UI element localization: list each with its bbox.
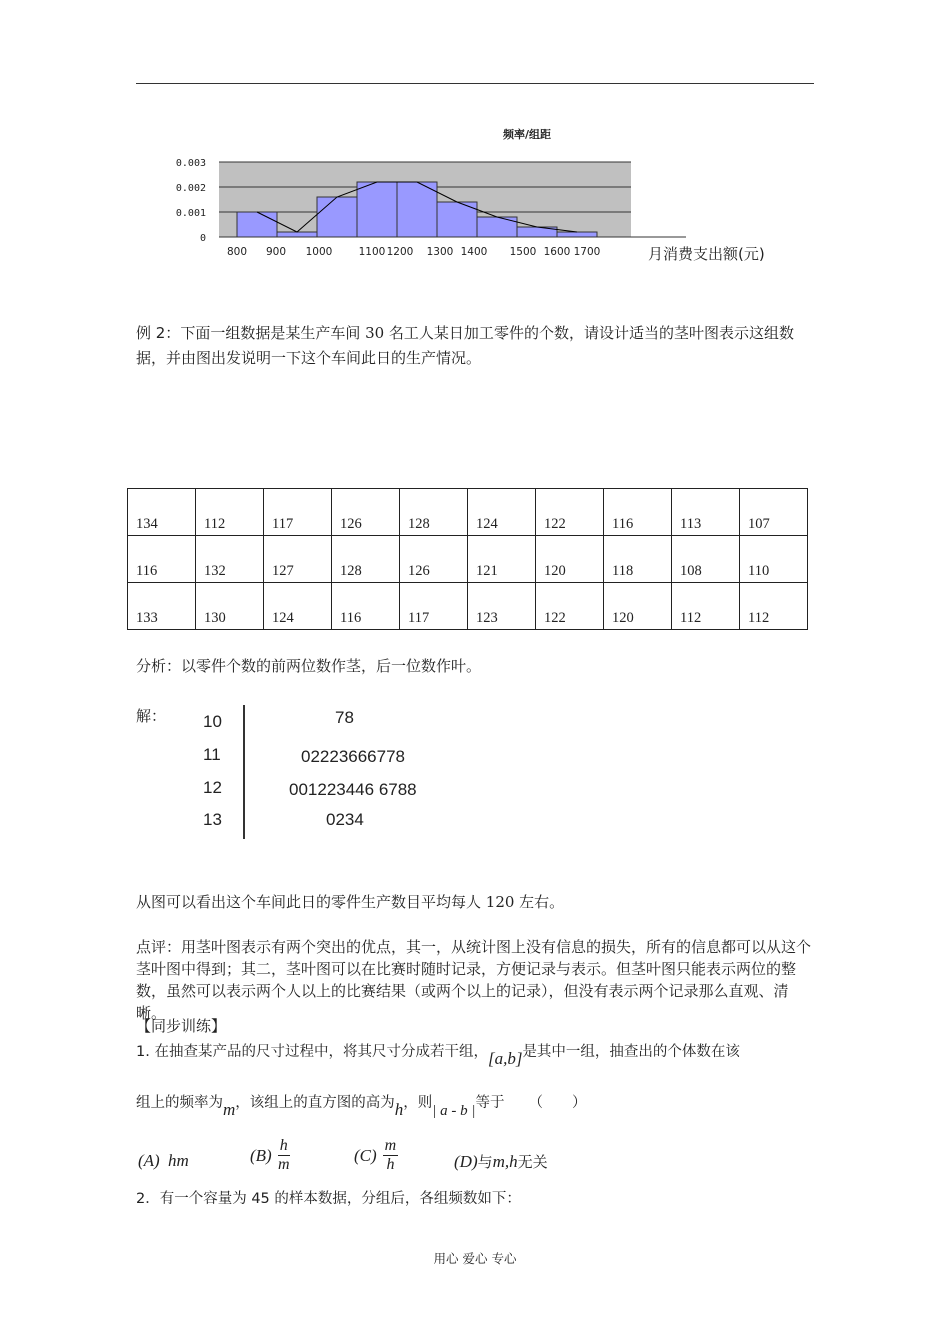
option-c-label: (C)	[354, 1145, 377, 1165]
page-footer: 用心 爱心 专心	[433, 1251, 517, 1266]
table-cell: 126	[332, 489, 400, 536]
table-cell: 123	[468, 583, 536, 630]
stem-11: 11	[203, 745, 221, 764]
q1-part1: 1. 在抽查某产品的尺寸过程中，将其尺寸分成若干组，	[136, 1044, 488, 1060]
table-row	[128, 536, 808, 583]
option-b-numerator: h	[279, 1137, 288, 1154]
leaves-10: 78	[335, 708, 354, 727]
data-table	[127, 488, 808, 630]
example2-label: 例 2：	[136, 324, 181, 342]
option-d-end: 无关	[517, 1153, 548, 1171]
option-b-label: (B)	[250, 1145, 272, 1165]
q2-text: 2．有一个容量为 45 的样本数据，分组后，各组频数如下：	[136, 1191, 521, 1207]
x-axis-label: 月消费支出额(元)	[648, 245, 765, 263]
table-cell: 130	[196, 583, 264, 630]
q1-line1	[136, 1038, 826, 1068]
x-tick-label: 900	[265, 246, 287, 258]
table-cell: 128	[400, 489, 468, 536]
option-a-expr: hm	[167, 1151, 189, 1170]
leaves-11: 02223666778	[301, 747, 406, 766]
y-tick-label: 0.003	[175, 158, 206, 169]
table-cell: 117	[400, 583, 468, 630]
stem-10: 10	[203, 712, 222, 731]
q1-part3: 组上的频率为	[136, 1095, 223, 1111]
q1-part5: ，则	[403, 1095, 433, 1111]
table-cell: 110	[740, 536, 808, 583]
q1-h: h	[394, 1100, 404, 1119]
option-a-label: (A)	[138, 1151, 160, 1170]
option-c-denominator: h	[386, 1156, 395, 1173]
q1-option-b[interactable]	[250, 1137, 290, 1174]
table-cell: 124	[468, 489, 536, 536]
table-row	[128, 583, 808, 630]
q1-option-a[interactable]	[138, 1151, 189, 1171]
table-cell: 108	[672, 536, 740, 583]
table-cell: 112	[740, 583, 808, 630]
table-cell: 120	[536, 536, 604, 583]
table-cell: 107	[740, 489, 808, 536]
y-tick-label: 0.002	[175, 183, 206, 194]
histogram-chart	[150, 118, 830, 268]
table-cell: 134	[128, 489, 196, 536]
table-cell: 116	[128, 536, 196, 583]
q1-part2: 是其中一组，抽查出的个体数在该	[522, 1044, 740, 1060]
table-cell: 132	[196, 536, 264, 583]
solution-label: 解：	[136, 707, 167, 725]
conclusion-text: 从图可以看出这个车间此日的零件生产数目平均每人 120 左右。	[136, 893, 565, 911]
x-tick-label: 1600	[543, 246, 571, 258]
stem-leaf-plot	[195, 700, 455, 845]
histogram-bar	[237, 212, 277, 237]
section-heading: 【同步训练】	[136, 1017, 227, 1035]
stem-divider	[243, 705, 245, 839]
table-cell: 118	[604, 536, 672, 583]
stem-13: 13	[203, 810, 222, 829]
table-cell: 121	[468, 536, 536, 583]
q1-paren: （ ）	[528, 1095, 587, 1111]
table-cell: 117	[264, 489, 332, 536]
x-tick-label: 800	[226, 246, 248, 258]
example2-paragraph	[136, 321, 816, 371]
table-cell: 116	[332, 583, 400, 630]
x-tick-label: 1300	[426, 246, 454, 258]
table-cell: 120	[604, 583, 672, 630]
leaves-12: 001223446 6788	[289, 780, 417, 799]
table-cell: 133	[128, 583, 196, 630]
q1-abs: | a - b |	[432, 1103, 476, 1119]
table-cell: 122	[536, 583, 604, 630]
leaves-13: 0234	[326, 810, 364, 829]
table-row	[128, 489, 808, 536]
option-b-denominator: m	[277, 1156, 290, 1173]
x-tick-label: 1000	[305, 246, 333, 258]
table-cell: 122	[536, 489, 604, 536]
option-c-numerator: m	[384, 1137, 397, 1154]
header-rule	[136, 83, 814, 84]
analysis-text: 分析：以零件个数的前两位数作茎，后一位数作叶。	[136, 657, 482, 675]
q1-line2	[136, 1089, 826, 1119]
table-cell: 112	[196, 489, 264, 536]
table-cell: 124	[264, 583, 332, 630]
comment-paragraph: 点评：用茎叶图表示有两个突出的优点，其一，从统计图上没有信息的损失，所有的信息都可以从这个茎叶图中得到；其二，茎叶图可以在比赛时随时记录，方便记录与表示。但茎叶图只能表示两位的整数，虽然可以表示两个人以上的比赛结果（或两个以上的记录），但没有表示两个记录那么直观、清晰。	[136, 938, 812, 1022]
histogram-bar	[317, 197, 357, 237]
q1-part4: ，该组上的直方图的高为	[235, 1095, 395, 1111]
histogram-bar	[397, 182, 437, 237]
stem-12: 12	[203, 778, 222, 797]
histogram-bar	[557, 232, 597, 237]
option-d-vars: m,h	[492, 1152, 518, 1171]
x-tick-label: 1200	[386, 246, 414, 258]
q1-option-d[interactable]	[454, 1151, 548, 1172]
table-cell: 126	[400, 536, 468, 583]
x-tick-label: 1400	[460, 246, 488, 258]
q1-m: m	[223, 1100, 236, 1119]
option-d-label: (D)	[454, 1152, 478, 1171]
histogram-bar	[357, 182, 397, 237]
q1-interval: [a,b]	[487, 1049, 523, 1068]
x-tick-label: 1100	[358, 246, 386, 258]
table-cell: 128	[332, 536, 400, 583]
histogram-bar	[277, 232, 317, 237]
table-cell: 116	[604, 489, 672, 536]
x-tick-label: 1500	[509, 246, 537, 258]
table-cell: 127	[264, 536, 332, 583]
y-tick-label: 0	[199, 233, 206, 244]
example2-text: 下面一组数据是某生产车间 30 名工人某日加工零件的个数，请设计适当的茎叶图表示这组数据，并由图出发说明一下这个车间此日的生产情况。	[136, 324, 794, 367]
chart-title: 频率/组距	[502, 128, 552, 141]
table-cell: 113	[672, 489, 740, 536]
q1-option-c[interactable]	[354, 1137, 398, 1174]
option-d-mid: 与	[477, 1153, 493, 1171]
option-c-fraction	[383, 1137, 399, 1174]
q1-part6: 等于	[475, 1095, 505, 1111]
option-b-fraction	[278, 1137, 290, 1174]
y-tick-label: 0.001	[175, 208, 206, 219]
x-tick-label: 1700	[573, 246, 601, 258]
table-cell: 112	[672, 583, 740, 630]
